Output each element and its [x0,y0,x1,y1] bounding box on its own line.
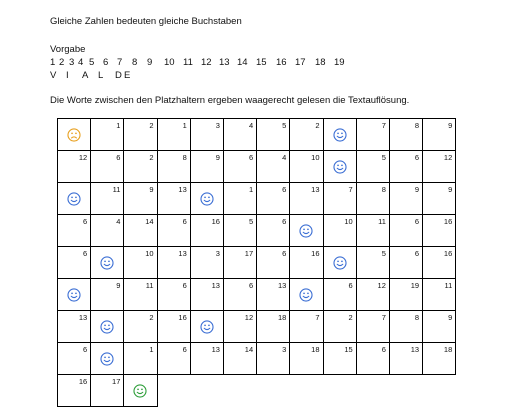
number-cell [58,343,91,375]
cell-number: 12 [78,153,88,162]
cell-number: 9 [448,121,453,130]
key-number: 13 [219,57,230,68]
cell-number: 6 [83,345,88,354]
number-cell [157,343,190,375]
empty-area [257,375,290,407]
key-letter: E [124,70,131,81]
cell-number: 2 [149,121,154,130]
cell-number: 17 [112,377,121,386]
smiley-icon [333,128,347,142]
placeholder-cell [323,247,356,279]
key-number: 9 [147,57,153,68]
cell-number: 7 [315,313,320,322]
number-cell [190,279,223,311]
key-number: 18 [315,57,326,68]
cell-number: 16 [178,313,187,322]
number-cell [389,215,422,247]
number-cell [389,343,422,375]
number-cell [423,151,456,183]
empty-area [423,375,456,407]
cell-number: 10 [145,249,154,258]
cell-number: 18 [311,345,320,354]
cell-number: 11 [112,185,121,194]
placeholder-cell [58,119,91,151]
number-cell [257,215,290,247]
number-cell [157,151,190,183]
cell-number: 6 [282,217,287,226]
cell-number: 13 [178,185,187,194]
key-number: 6 [103,57,109,68]
cell-number: 9 [448,313,453,322]
cell-number: 6 [381,345,386,354]
key-number: 2 [59,57,65,68]
number-cell [257,311,290,343]
placeholder-cell [91,343,124,375]
cell-number: 7 [381,313,386,322]
cell-number: 12 [443,153,453,162]
cell-number: 6 [282,185,287,194]
number-cell [124,215,157,247]
placeholder-cell [323,151,356,183]
cell-number: 4 [248,121,254,130]
key-letter: A [82,70,89,81]
empty-area [223,375,256,407]
number-cell [290,183,323,215]
cell-number: 16 [211,217,220,226]
key-number: 14 [237,57,248,68]
number-cell [223,311,256,343]
cell-number: 3 [215,121,220,130]
cell-number: 6 [414,249,420,258]
key-number: 16 [276,57,287,68]
cell-number: 6 [282,249,287,258]
empty-area [190,375,223,407]
number-cell [257,279,290,311]
cell-number: 2 [149,153,154,162]
cell-number: 18 [277,313,287,322]
number-cell [423,215,456,247]
cell-number: 9 [448,185,453,194]
number-cell [91,279,124,311]
placeholder-cell [58,279,91,311]
grid-row [58,119,456,151]
cell-number: 8 [381,185,386,194]
cell-number: 18 [443,345,453,354]
cell-number: 6 [116,153,121,162]
placeholder-cell [91,311,124,343]
cell-number: 13 [211,281,220,290]
cell-number: 17 [244,249,254,258]
number-cell [223,343,256,375]
number-cell [356,311,389,343]
cell-number: 19 [410,281,420,290]
number-cell [257,247,290,279]
grid-row [58,247,456,279]
smiley-icon [100,320,114,334]
key-number: 11 [183,57,193,68]
cell-number: 6 [414,217,420,226]
number-cell [323,343,356,375]
cell-number: 16 [443,249,453,258]
number-cell [58,375,91,407]
cell-number: 4 [116,217,121,226]
number-cell [124,311,157,343]
cell-number: 1 [248,185,254,194]
number-cell [124,247,157,279]
number-cell [91,375,124,407]
smiley-icon [100,352,114,366]
cell-number: 6 [414,153,420,162]
placeholder-cell [58,183,91,215]
vorgabe-label: Vorgabe [50,44,86,55]
number-cell [356,215,389,247]
cell-number: 16 [443,217,453,226]
number-cell [257,119,290,151]
cell-number: 16 [311,249,320,258]
grid-row [58,279,456,311]
cell-number: 11 [378,217,386,226]
cell-number: 15 [344,345,353,354]
cell-number: 14 [244,345,254,354]
number-cell [190,119,223,151]
cell-number: 13 [178,249,187,258]
cell-number: 16 [78,377,88,386]
cell-number: 6 [182,345,187,354]
number-cell [389,151,422,183]
grid-row [58,375,456,407]
key-number: 7 [117,57,123,68]
number-cell [323,215,356,247]
instruction-text: Die Worte zwischen den Platzhaltern ergeben waagerecht gelesen die Textauflösung. [50,95,410,106]
number-cell [58,215,91,247]
number-cell [323,311,356,343]
smiley-icon [200,320,214,334]
placeholder-cell [190,311,223,343]
cell-number: 9 [116,281,121,290]
smiley-icon [67,192,81,206]
cell-number: 14 [145,217,154,226]
cell-number: 7 [381,121,386,130]
cell-number: 8 [414,121,420,130]
number-cell [157,311,190,343]
placeholder-cell [290,279,323,311]
cell-number: 5 [381,153,386,162]
key-number: 10 [164,57,175,68]
cell-number: 1 [149,345,154,354]
key-letter: V [50,70,57,81]
number-cell [290,343,323,375]
number-cell [157,183,190,215]
number-cell [124,183,157,215]
number-cell [257,343,290,375]
placeholder-cell [290,215,323,247]
number-cell [257,183,290,215]
empty-area [389,375,422,407]
number-cell [356,183,389,215]
number-cell [290,311,323,343]
cell-number: 5 [282,121,287,130]
cell-number: 3 [282,345,287,354]
cell-number: 13 [78,313,88,322]
puzzle-title: Gleiche Zahlen bedeuten gleiche Buchstaben [50,16,242,27]
number-cell [58,311,91,343]
placeholder-cell [91,247,124,279]
number-cell [190,151,223,183]
placeholder-cell [190,183,223,215]
number-cell [223,215,256,247]
number-cell [124,279,157,311]
number-cell [91,151,124,183]
number-cell [423,119,456,151]
smiley-icon [333,256,347,270]
empty-area [290,375,323,407]
empty-area [356,375,389,407]
number-cell [389,119,422,151]
grid-row [58,183,456,215]
key-letter: L [98,70,104,81]
number-cell [290,151,323,183]
empty-area [323,375,356,407]
number-cell [190,215,223,247]
placeholder-cell [323,119,356,151]
key-number: 12 [201,57,212,68]
number-cell [58,151,91,183]
cell-number: 7 [348,185,353,194]
cell-number: 11 [444,281,453,290]
cell-number: 13 [211,345,220,354]
smiley-icon [333,160,347,174]
number-cell [423,279,456,311]
empty-area [157,375,190,407]
cell-number: 6 [83,217,88,226]
number-cell [190,247,223,279]
cell-number: 3 [215,249,220,258]
key-number: 1 [50,57,56,68]
cell-number: 2 [149,313,154,322]
number-cell [389,183,422,215]
number-cell [323,279,356,311]
key-number: 17 [295,57,306,68]
green-smiley-icon [133,384,147,398]
number-cell [389,279,422,311]
grid-row [58,151,456,183]
cell-number: 6 [348,281,353,290]
key-number: 8 [132,57,138,68]
cell-number: 10 [344,217,353,226]
number-cell [423,247,456,279]
cell-number: 9 [414,185,420,194]
smiley-icon [67,288,81,302]
smiley-icon [299,224,313,238]
key-number: 5 [89,57,95,68]
number-cell [356,247,389,279]
puzzle-grid [57,118,456,407]
number-cell [389,247,422,279]
number-cell [423,311,456,343]
number-cell [157,279,190,311]
number-cell [423,343,456,375]
cell-number: 2 [315,121,320,130]
cell-number: 2 [348,313,353,322]
cell-number: 13 [311,185,320,194]
sad-face-icon [67,128,81,142]
cell-number: 8 [182,153,187,162]
number-cell [223,183,256,215]
number-cell [223,151,256,183]
cell-number: 6 [248,153,254,162]
cell-number: 9 [215,153,220,162]
number-cell [124,151,157,183]
number-cell [223,119,256,151]
number-cell [157,247,190,279]
key-number: 3 [69,57,75,68]
cell-number: 12 [244,313,254,322]
number-cell [91,183,124,215]
smiley-icon [299,288,313,302]
cell-number: 4 [282,153,287,162]
cell-number: 12 [377,281,386,290]
number-cell [58,247,91,279]
number-cell [356,151,389,183]
number-cell [223,247,256,279]
key-letter: I [66,70,69,81]
placeholder-cell [124,375,157,407]
key-letter: D [115,70,122,81]
number-cell [124,343,157,375]
cell-number: 1 [182,121,187,130]
grid-row [58,215,456,247]
smiley-icon [200,192,214,206]
cell-number: 6 [83,249,88,258]
grid-row [58,343,456,375]
key-number: 15 [256,57,267,68]
key-number: 19 [334,57,345,68]
number-cell [91,119,124,151]
number-cell [124,119,157,151]
number-cell [290,247,323,279]
cell-number: 6 [182,217,187,226]
smiley-icon [100,256,114,270]
number-cell [157,215,190,247]
cell-number: 13 [410,345,420,354]
number-cell [257,151,290,183]
cell-number: 6 [182,281,187,290]
number-cell [190,343,223,375]
cell-number: 1 [116,121,121,130]
cell-number: 10 [311,153,320,162]
cell-number: 11 [145,281,154,290]
cell-number: 5 [248,217,254,226]
cell-number: 13 [277,281,287,290]
cell-number: 9 [149,185,154,194]
key-number: 4 [78,57,84,68]
number-cell [157,119,190,151]
cell-number: 6 [248,281,254,290]
number-cell [356,279,389,311]
number-cell [356,343,389,375]
cell-number: 5 [381,249,386,258]
number-cell [290,119,323,151]
cell-number: 8 [414,313,420,322]
number-cell [91,215,124,247]
number-cell [356,119,389,151]
number-cell [389,311,422,343]
number-cell [423,183,456,215]
number-cell [223,279,256,311]
number-cell [323,183,356,215]
grid-row [58,311,456,343]
